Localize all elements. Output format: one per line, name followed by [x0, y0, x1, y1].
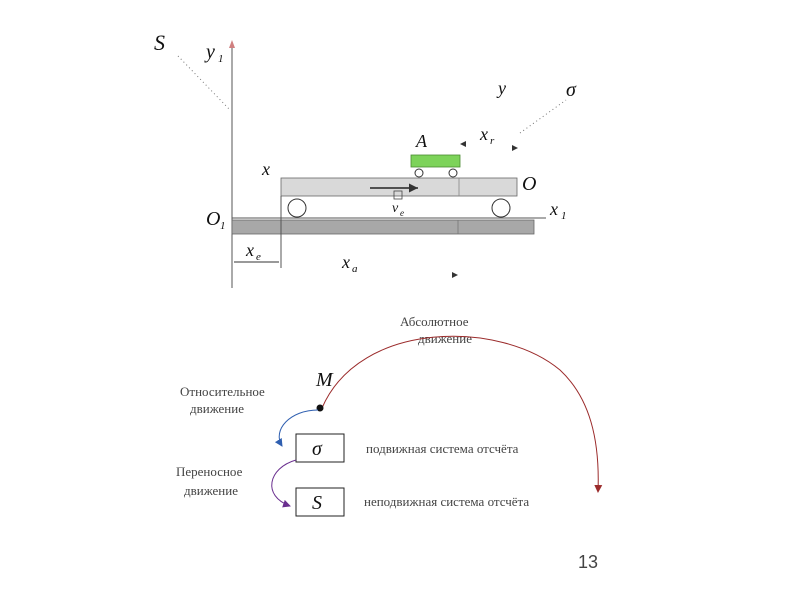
label-xe: x: [246, 240, 254, 260]
platform-wheel-left: [288, 199, 306, 217]
label-O1-sub: 1: [220, 220, 226, 232]
cart-wheel-right: [449, 169, 457, 177]
y1-axis-arrowhead: [229, 40, 235, 48]
ground: [232, 220, 534, 234]
transport-motion-arrow: [272, 460, 296, 506]
label-ve: v: [392, 201, 399, 216]
xr-arrowhead-right: [512, 145, 518, 151]
sigma-dotted-line: [520, 100, 566, 133]
label-xr: x: [480, 124, 488, 144]
label-O: O: [522, 173, 537, 195]
label-y1-sub: 1: [218, 53, 224, 65]
xr-arrowhead-left: [460, 141, 466, 147]
absolute-motion-arrow: [322, 336, 598, 492]
relative-motion-label-1: Относительное: [180, 384, 265, 399]
moving-platform: [281, 178, 517, 196]
label-xr-sub: r: [490, 135, 495, 147]
page-number: 13: [578, 552, 599, 572]
cart-body: [411, 155, 460, 167]
fixed-frame-symbol: S: [312, 492, 322, 514]
relative-motion-label-2: движение: [190, 401, 244, 416]
label-sigma: σ: [566, 79, 576, 101]
label-xa: x: [342, 252, 350, 272]
fixed-frame-label: неподвижная система отсчёта: [364, 494, 530, 509]
platform-wheel-right: [492, 199, 510, 217]
label-y: y: [498, 78, 506, 98]
label-O1: O: [206, 208, 221, 230]
absolute-motion-label-1: Абсолютное: [400, 314, 469, 329]
cart-wheel-left: [415, 169, 423, 177]
transport-motion-label-2: движение: [184, 483, 238, 498]
label-A: A: [416, 131, 427, 151]
label-x1: x: [550, 199, 558, 219]
label-S: S: [154, 30, 165, 55]
label-ve-sub: e: [400, 208, 404, 218]
label-x1-sub: 1: [561, 210, 567, 222]
absolute-motion-label-2: движение: [418, 331, 472, 346]
label-y1: y: [206, 41, 215, 63]
label-xa-sub: a: [352, 263, 358, 275]
transport-motion-label-1: Переносное: [176, 464, 243, 479]
moving-frame-label: подвижная система отсчёта: [366, 441, 519, 456]
moving-frame-symbol: σ: [312, 438, 322, 460]
label-x: x: [262, 159, 270, 179]
xa-arrowhead: [452, 272, 458, 278]
label-xe-sub: e: [256, 251, 261, 263]
point-M-label: M: [316, 369, 333, 391]
